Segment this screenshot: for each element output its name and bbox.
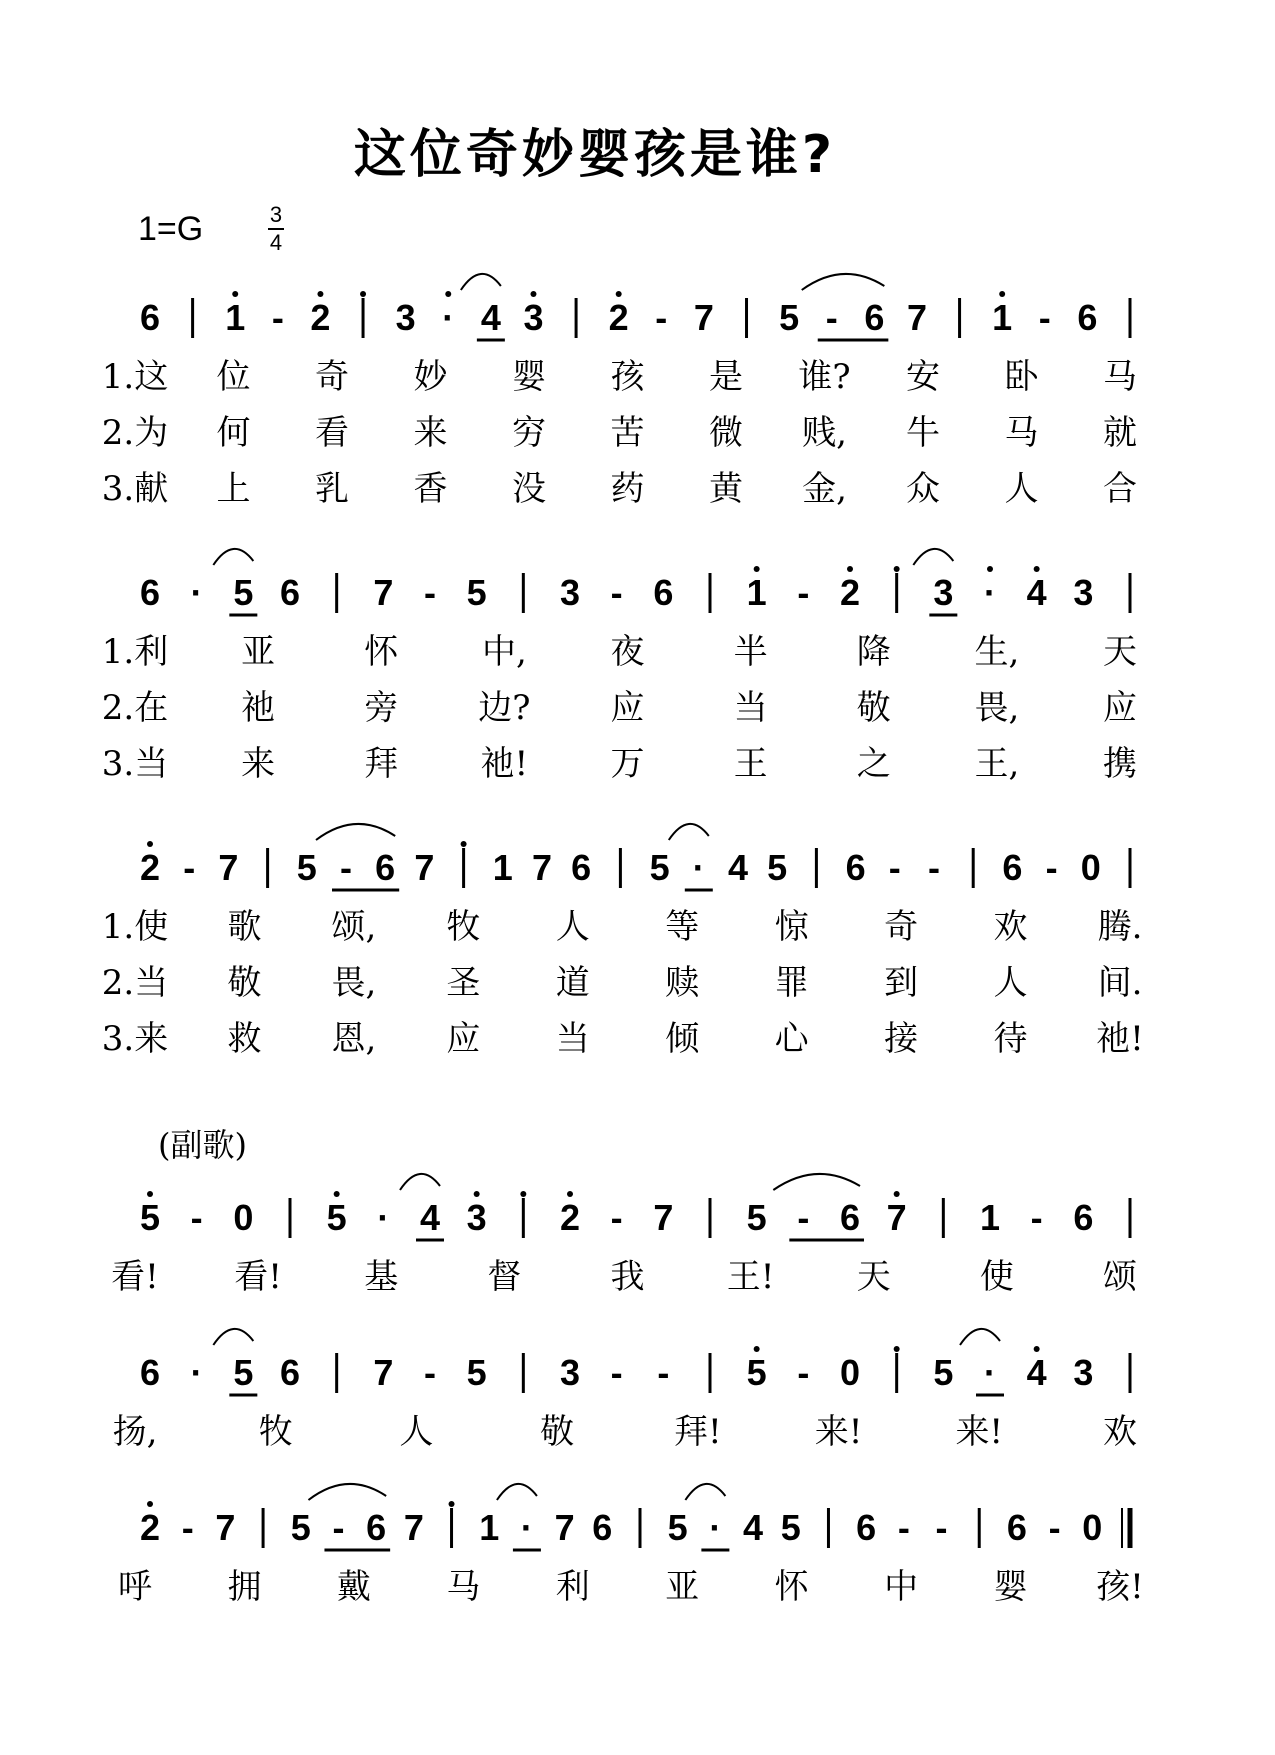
duration-dash: - xyxy=(424,572,436,613)
note: 2 xyxy=(139,1507,161,1548)
lyric-syllable: 妙 xyxy=(413,357,448,397)
lyric-syllable: 生, xyxy=(974,632,1020,672)
note: 3 xyxy=(523,297,544,338)
lyric-syllable: 恩, xyxy=(331,1019,377,1059)
lyric-syllable: 位 xyxy=(216,357,251,397)
dot-mark: · xyxy=(377,1197,390,1238)
duration-dash: - xyxy=(181,1507,194,1548)
lyric-syllable: 腾. xyxy=(1097,907,1143,947)
note: 4 xyxy=(1026,572,1047,613)
lyric-syllable: 畏, xyxy=(974,688,1020,728)
lyric-syllable: 马 xyxy=(446,1567,481,1607)
duration-dash: - xyxy=(1045,847,1058,888)
lyric-syllable: 中 xyxy=(884,1567,919,1607)
lyric-syllable: 看! xyxy=(111,1257,159,1297)
lyric-syllable: 应 xyxy=(446,1019,481,1059)
lyric-syllable: 王! xyxy=(726,1257,775,1297)
lyric-syllable: 半 xyxy=(733,632,768,672)
duration-dash: - xyxy=(1038,297,1051,338)
slur xyxy=(913,549,953,565)
duration-dash: - xyxy=(825,297,838,338)
note: 7 xyxy=(414,847,435,888)
note: 3 xyxy=(1073,1352,1094,1393)
lyric-syllable: 敬 xyxy=(227,963,262,1003)
duration-dash: - xyxy=(610,1352,623,1393)
lyric-syllable: 我 xyxy=(610,1257,645,1297)
lyric-syllable: 卧 xyxy=(1004,357,1039,397)
octave-dot xyxy=(1034,1346,1040,1352)
lyric-syllable: 2.为 xyxy=(101,413,169,453)
octave-dot xyxy=(461,841,467,847)
octave-dot xyxy=(894,566,900,572)
octave-dot xyxy=(754,566,760,572)
lyric-syllable: 1.利 xyxy=(101,632,169,672)
note: 2 xyxy=(139,847,161,888)
lyric-syllable: 拜 xyxy=(364,744,399,784)
lyric-syllable: 谁? xyxy=(798,357,851,397)
lyric-syllable: 牧 xyxy=(258,1412,293,1452)
note: 1 xyxy=(746,572,767,613)
lyric-syllable: 人 xyxy=(993,963,1028,1003)
lyric-syllable: 拥 xyxy=(227,1567,262,1607)
lyric-syllable: 香 xyxy=(413,469,448,509)
note: 6 xyxy=(1006,1507,1027,1548)
note: 5 xyxy=(746,1197,767,1238)
note: 3 xyxy=(559,572,581,613)
note: 0 xyxy=(1082,1507,1103,1548)
note: 6 xyxy=(375,847,396,888)
octave-dot xyxy=(987,566,993,572)
lyric-syllable: 道 xyxy=(555,963,590,1003)
slur xyxy=(461,274,501,290)
lyric-syllable: 王 xyxy=(733,744,768,784)
lyric-syllable: 到 xyxy=(884,963,919,1003)
lyric-syllable: 奇 xyxy=(315,357,349,397)
lyric-syllable: 贱, xyxy=(802,413,847,453)
note: 4 xyxy=(419,1197,441,1238)
lyric-syllable: 3.来 xyxy=(101,1019,169,1059)
lyric-syllable: 1.使 xyxy=(101,907,169,947)
lyric-syllable: 颂 xyxy=(1103,1257,1137,1297)
note: 3 xyxy=(395,297,416,338)
lyric-syllable: 2.在 xyxy=(101,688,169,728)
note: 7 xyxy=(373,1352,394,1393)
time-signature-numerator: 3 xyxy=(269,202,283,227)
note: 6 xyxy=(279,572,301,613)
note: 3 xyxy=(933,572,954,613)
note: 0 xyxy=(839,1352,861,1393)
lyric-syllable: 1.这 xyxy=(101,357,169,397)
note: 1 xyxy=(479,1507,500,1548)
lyric-syllable: 3.献 xyxy=(101,469,169,509)
lyric-syllable: 人 xyxy=(1004,469,1039,509)
slur xyxy=(773,1174,860,1190)
octave-dot xyxy=(520,1191,526,1197)
slur xyxy=(497,1484,537,1500)
lyric-syllable: 马 xyxy=(1004,413,1039,453)
lyric-syllable: 婴 xyxy=(993,1567,1028,1607)
lyric-syllable: 2.当 xyxy=(101,963,169,1003)
key-signature: 1=G xyxy=(138,210,204,248)
note: 7 xyxy=(906,297,927,338)
octave-dot xyxy=(360,291,366,297)
note: 7 xyxy=(653,1197,674,1238)
note: 6 xyxy=(845,847,866,888)
dot-mark: · xyxy=(692,847,705,888)
lyric-syllable: 乳 xyxy=(315,469,349,509)
duration-dash: - xyxy=(610,572,623,613)
octave-dot xyxy=(334,1191,340,1197)
lyric-syllable: 接 xyxy=(884,1019,919,1059)
octave-dot xyxy=(1034,566,1040,572)
note: 6 xyxy=(653,572,674,613)
note: 0 xyxy=(233,1197,254,1238)
chorus-label: (副歌) xyxy=(158,1126,247,1164)
slur xyxy=(213,549,253,565)
note: 5 xyxy=(139,1197,161,1238)
lyric-syllable: 何 xyxy=(216,413,251,453)
lyric-syllable: 使 xyxy=(979,1257,1014,1297)
lyric-syllable: 戴 xyxy=(336,1567,371,1607)
note: 6 xyxy=(1002,847,1023,888)
octave-dot xyxy=(449,1501,455,1507)
note: 4 xyxy=(480,297,501,338)
lyric-syllable: 救 xyxy=(227,1019,262,1059)
octave-dot xyxy=(474,1191,480,1197)
lyric-syllable: 天 xyxy=(1103,632,1137,672)
slur xyxy=(308,1484,386,1500)
music-system xyxy=(113,1329,1137,1452)
note: 6 xyxy=(864,297,885,338)
duration-dash: - xyxy=(1030,1197,1043,1238)
note: 7 xyxy=(218,847,239,888)
duration-dash: - xyxy=(424,1352,436,1393)
lyric-syllable: 颂, xyxy=(331,907,377,947)
lyric-syllable: 人 xyxy=(399,1412,434,1452)
slur xyxy=(669,824,709,840)
duration-dash: - xyxy=(655,297,668,338)
lyric-syllable: 携 xyxy=(1103,744,1137,784)
lyric-syllable: 祂! xyxy=(1096,1019,1144,1059)
lyric-syllable: 金, xyxy=(802,469,847,509)
lyric-syllable: 就 xyxy=(1103,413,1137,453)
dot-mark: · xyxy=(520,1507,533,1548)
lyric-syllable: 祂! xyxy=(480,744,529,784)
lyric-syllable: 怀 xyxy=(774,1567,809,1607)
note: 7 xyxy=(215,1507,236,1548)
lyric-syllable: 合 xyxy=(1103,469,1137,509)
note: 2 xyxy=(839,572,861,613)
note: 0 xyxy=(1080,847,1101,888)
lyric-syllable: 之 xyxy=(856,744,891,784)
note: 5 xyxy=(767,847,788,888)
octave-dot xyxy=(317,291,323,297)
dot-mark: · xyxy=(190,572,203,613)
lyric-syllable: 圣 xyxy=(446,963,481,1003)
lyric-syllable: 看 xyxy=(315,413,349,453)
note: 1 xyxy=(979,1197,1001,1238)
duration-dash: - xyxy=(888,847,901,888)
note: 2 xyxy=(559,1197,581,1238)
lyric-syllable: 降 xyxy=(856,632,891,672)
note: 1 xyxy=(492,847,513,888)
note: 6 xyxy=(139,297,161,338)
lyric-syllable: 王, xyxy=(974,744,1020,784)
duration-dash: - xyxy=(271,297,284,338)
note: 6 xyxy=(366,1507,387,1548)
lyric-syllable: 敬 xyxy=(540,1412,575,1452)
note: 5 xyxy=(296,847,317,888)
lyric-syllable: 边? xyxy=(478,688,531,728)
lyric-syllable: 旁 xyxy=(364,688,399,728)
note: 7 xyxy=(693,297,714,338)
lyric-syllable: 微 xyxy=(709,413,743,453)
dot-mark: · xyxy=(984,572,996,613)
lyric-syllable: 来! xyxy=(814,1412,863,1452)
lyric-syllable: 等 xyxy=(665,907,700,947)
note: 5 xyxy=(649,847,670,888)
note: 7 xyxy=(886,1197,907,1238)
lyric-syllable: 马 xyxy=(1103,357,1137,397)
lyric-syllable: 当 xyxy=(555,1019,590,1059)
octave-dot xyxy=(445,291,451,297)
lyric-syllable: 亚 xyxy=(241,632,276,672)
lyric-syllable: 祂 xyxy=(241,688,276,728)
music-system xyxy=(102,549,1137,784)
duration-dash: - xyxy=(935,1507,948,1548)
octave-dot xyxy=(232,291,238,297)
note: 4 xyxy=(727,847,749,888)
duration-dash: - xyxy=(610,1197,623,1238)
music-system xyxy=(102,824,1144,1059)
octave-dot xyxy=(999,291,1005,297)
lyric-syllable: 奇 xyxy=(884,907,919,947)
lyric-syllable: 天 xyxy=(856,1257,891,1297)
octave-dot xyxy=(894,1346,900,1352)
lyric-syllable: 药 xyxy=(610,469,645,509)
lyric-syllable: 应 xyxy=(610,688,645,728)
lyric-syllable: 孩! xyxy=(1096,1567,1144,1607)
note: 5 xyxy=(233,572,254,613)
slur xyxy=(960,1329,1000,1345)
duration-dash: - xyxy=(928,847,940,888)
lyric-syllable: 基 xyxy=(364,1257,399,1297)
lyric-syllable: 督 xyxy=(487,1257,522,1297)
note: 6 xyxy=(139,1352,161,1393)
time-signature-denominator: 4 xyxy=(269,230,283,255)
note: 5 xyxy=(780,1507,801,1548)
note: 6 xyxy=(839,1197,861,1238)
note: 5 xyxy=(290,1507,311,1548)
lyric-syllable: 赎 xyxy=(665,963,700,1003)
note: 7 xyxy=(554,1507,575,1548)
dot-mark: · xyxy=(984,1352,996,1393)
lyric-syllable: 穷 xyxy=(512,413,546,453)
lyric-syllable: 牛 xyxy=(906,413,940,453)
note: 6 xyxy=(279,1352,301,1393)
lyric-syllable: 来! xyxy=(955,1412,1004,1452)
dot-mark: · xyxy=(442,297,455,338)
lyric-syllable: 人 xyxy=(555,907,590,947)
lyric-syllable: 是 xyxy=(709,357,743,397)
dot-mark: · xyxy=(190,1352,203,1393)
note: 4 xyxy=(743,1507,764,1548)
note: 7 xyxy=(373,572,394,613)
octave-dot xyxy=(147,841,153,847)
note: 5 xyxy=(746,1352,767,1393)
note: 1 xyxy=(992,297,1013,338)
lyric-syllable: 没 xyxy=(512,469,546,509)
octave-dot xyxy=(616,291,622,297)
lyric-syllable: 待 xyxy=(993,1019,1028,1059)
lyric-syllable: 黄 xyxy=(709,469,743,509)
lyric-syllable: 倾 xyxy=(665,1019,700,1059)
lyric-syllable: 亚 xyxy=(665,1567,700,1607)
note: 3 xyxy=(559,1352,581,1393)
note: 1 xyxy=(225,297,246,338)
note: 6 xyxy=(139,572,161,613)
duration-dash: - xyxy=(897,1507,910,1548)
lyric-syllable: 牧 xyxy=(446,907,481,947)
lyric-syllable: 敬 xyxy=(856,688,891,728)
note: 7 xyxy=(531,847,553,888)
slur xyxy=(400,1174,440,1190)
lyric-syllable: 间. xyxy=(1097,963,1143,1003)
slur xyxy=(802,274,885,290)
slur xyxy=(316,824,395,840)
lyric-syllable: 畏, xyxy=(331,963,377,1003)
dot-mark: · xyxy=(709,1507,722,1548)
lyric-syllable: 利 xyxy=(555,1567,590,1607)
music-system xyxy=(102,274,1137,509)
note: 2 xyxy=(608,297,629,338)
lyric-syllable: 婴 xyxy=(512,357,546,397)
note: 5 xyxy=(933,1352,954,1393)
lyric-syllable: 当 xyxy=(733,688,768,728)
lyric-syllable: 众 xyxy=(906,469,940,509)
note: 6 xyxy=(856,1507,877,1548)
note: 6 xyxy=(571,847,592,888)
octave-dot xyxy=(894,1191,900,1197)
note: 3 xyxy=(466,1197,487,1238)
lyric-syllable: 夜 xyxy=(610,632,645,672)
lyric-syllable: 来 xyxy=(413,413,448,453)
slur xyxy=(685,1484,725,1500)
note: 6 xyxy=(1073,1197,1094,1238)
duration-dash: - xyxy=(797,1197,810,1238)
note: 6 xyxy=(1077,297,1098,338)
duration-dash: - xyxy=(190,1197,203,1238)
duration-dash: - xyxy=(657,1352,670,1393)
lyric-syllable: 呼 xyxy=(118,1567,152,1607)
lyric-syllable: 欢 xyxy=(1103,1412,1137,1452)
note: 5 xyxy=(667,1507,688,1548)
octave-dot xyxy=(530,291,536,297)
note: 2 xyxy=(310,297,331,338)
note: 3 xyxy=(1073,572,1094,613)
lyric-syllable: 拜! xyxy=(674,1412,722,1452)
note: 5 xyxy=(466,572,487,613)
lyric-syllable: 罪 xyxy=(774,963,809,1003)
note: 5 xyxy=(779,297,800,338)
lyric-syllable: 苦 xyxy=(610,413,645,453)
note: 5 xyxy=(233,1352,254,1393)
music-system xyxy=(111,1174,1138,1297)
song-title: 这位奇妙婴孩是谁? xyxy=(353,125,837,185)
octave-dot xyxy=(147,1501,153,1507)
note: 7 xyxy=(403,1507,424,1548)
note: 5 xyxy=(466,1352,487,1393)
lyric-syllable: 中, xyxy=(481,632,527,672)
lyric-syllable: 看! xyxy=(234,1257,282,1297)
note: 5 xyxy=(326,1197,347,1238)
lyric-syllable: 扬, xyxy=(112,1412,158,1452)
note: 4 xyxy=(1026,1352,1047,1393)
duration-dash: - xyxy=(340,847,352,888)
lyric-syllable: 万 xyxy=(610,744,645,784)
duration-dash: - xyxy=(1048,1507,1061,1548)
lyric-syllable: 欢 xyxy=(993,907,1028,947)
note: 6 xyxy=(592,1507,613,1548)
duration-dash: - xyxy=(797,1352,810,1393)
octave-dot xyxy=(754,1346,760,1352)
lyric-syllable: 歌 xyxy=(227,907,262,947)
lyric-syllable: 3.当 xyxy=(101,744,169,784)
lyric-syllable: 怀 xyxy=(364,632,399,672)
lyric-syllable: 孩 xyxy=(610,357,645,397)
lyric-syllable: 安 xyxy=(906,357,940,397)
octave-dot xyxy=(147,1191,153,1197)
lyric-syllable: 来 xyxy=(241,744,276,784)
lyric-syllable: 应 xyxy=(1103,688,1137,728)
lyric-syllable: 惊 xyxy=(774,907,809,947)
duration-dash: - xyxy=(797,572,810,613)
octave-dot xyxy=(567,1191,573,1197)
duration-dash: - xyxy=(183,847,196,888)
octave-dot xyxy=(847,566,853,572)
lyric-syllable: 上 xyxy=(216,469,251,509)
lyric-syllable: 心 xyxy=(774,1019,809,1059)
duration-dash: - xyxy=(332,1507,345,1548)
music-system xyxy=(118,1484,1144,1607)
slur xyxy=(213,1329,253,1345)
